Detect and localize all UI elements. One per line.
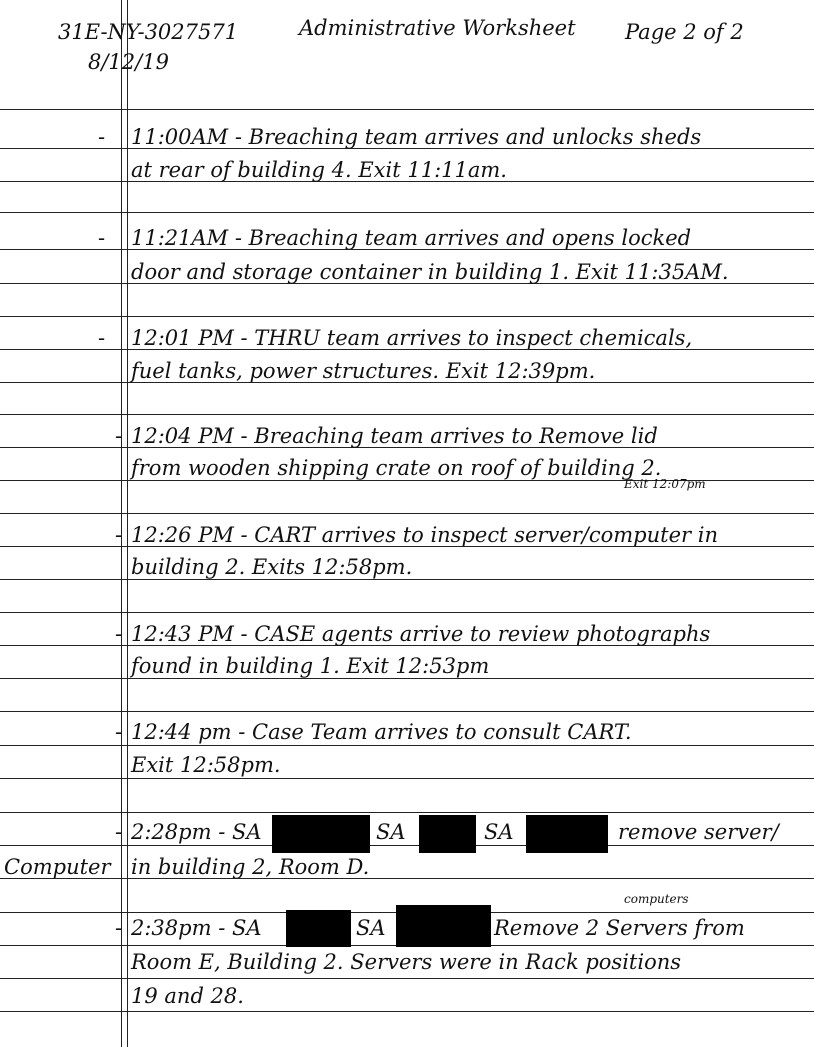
entry-line: door and storage container in building 1. Exit 11:35AM. (131, 260, 729, 284)
entry-exit-note: Exit 12:07pm (624, 477, 706, 491)
ruled-line (0, 845, 814, 846)
margin-note: Computer (4, 855, 111, 879)
ruled-line (0, 878, 814, 879)
entry-line: 11:21AM - Breaching team arrives and opens locked (131, 226, 692, 250)
entry-line: Exit 12:58pm. (131, 753, 281, 777)
entry-action: Remove 2 Servers from (494, 916, 745, 940)
entry-line: 12:01 PM - THRU team arrives to inspect chemicals, (131, 326, 693, 350)
worksheet-date: 8/12/19 (88, 50, 169, 74)
ruled-line (0, 711, 814, 712)
redaction-box (419, 815, 476, 853)
ruled-line (0, 109, 814, 110)
case-number: 31E-NY-3027571 (58, 20, 239, 44)
form-title: Administrative Worksheet (299, 16, 576, 40)
ruled-line (0, 778, 814, 779)
entry-bullet: - (115, 820, 123, 844)
ruled-line (0, 513, 814, 514)
entry-time: 2:38pm - SA (131, 916, 262, 940)
entry-bullet: - (115, 622, 123, 646)
ruled-line (0, 316, 814, 317)
special-agent-label: SA (356, 916, 386, 940)
entry-bullet: - (98, 226, 106, 250)
entry-line: building 2. Exits 12:58pm. (131, 555, 413, 579)
redaction-box (526, 815, 608, 853)
ruled-line (0, 414, 814, 415)
entry-bullet: - (98, 125, 106, 149)
entry-insert-note: computers (624, 892, 689, 906)
entry-bullet: - (115, 424, 123, 448)
entry-action: remove server/ (618, 820, 779, 844)
special-agent-label: SA (376, 820, 406, 844)
entry-bullet: - (115, 720, 123, 744)
entry-bullet: - (115, 523, 123, 547)
entry-line: 19 and 28. (131, 984, 244, 1008)
entry-line: from wooden shipping crate on roof of building 2. (131, 456, 662, 480)
entry-line: in building 2, Room D. (131, 855, 370, 879)
entry-line: 11:00AM - Breaching team arrives and unlocks sheds (131, 125, 702, 149)
entry-line: found in building 1. Exit 12:53pm (131, 654, 490, 678)
special-agent-label: SA (484, 820, 514, 844)
entry-line: fuel tanks, power structures. Exit 12:39pm. (131, 359, 596, 383)
ruled-line (0, 579, 814, 580)
ruled-line (0, 212, 814, 213)
ruled-line (0, 1011, 814, 1012)
ruled-line (0, 812, 814, 813)
entry-time: 2:28pm - SA (131, 820, 262, 844)
redaction-box (396, 905, 491, 947)
entry-bullet: - (98, 326, 106, 350)
page-label: Page 2 of 2 (625, 20, 744, 44)
entry-line: Room E, Building 2. Servers were in Rack positions (131, 950, 682, 974)
ruled-line (0, 678, 814, 679)
entry-line: 12:04 PM - Breaching team arrives to Remove lid (131, 424, 658, 448)
entry-line: 12:26 PM - CART arrives to inspect server/computer in (131, 523, 718, 547)
entry-line: 12:43 PM - CASE agents arrive to review photographs (131, 622, 711, 646)
redaction-box (272, 815, 370, 853)
entry-line: at rear of building 4. Exit 11:11am. (131, 158, 507, 182)
entry-bullet: - (115, 916, 123, 940)
ruled-line (0, 745, 814, 746)
redaction-box (286, 910, 351, 947)
entry-line: 12:44 pm - Case Team arrives to consult CART. (131, 720, 632, 744)
ruled-line (0, 978, 814, 979)
ruled-line (0, 612, 814, 613)
margin-line (127, 0, 128, 1047)
